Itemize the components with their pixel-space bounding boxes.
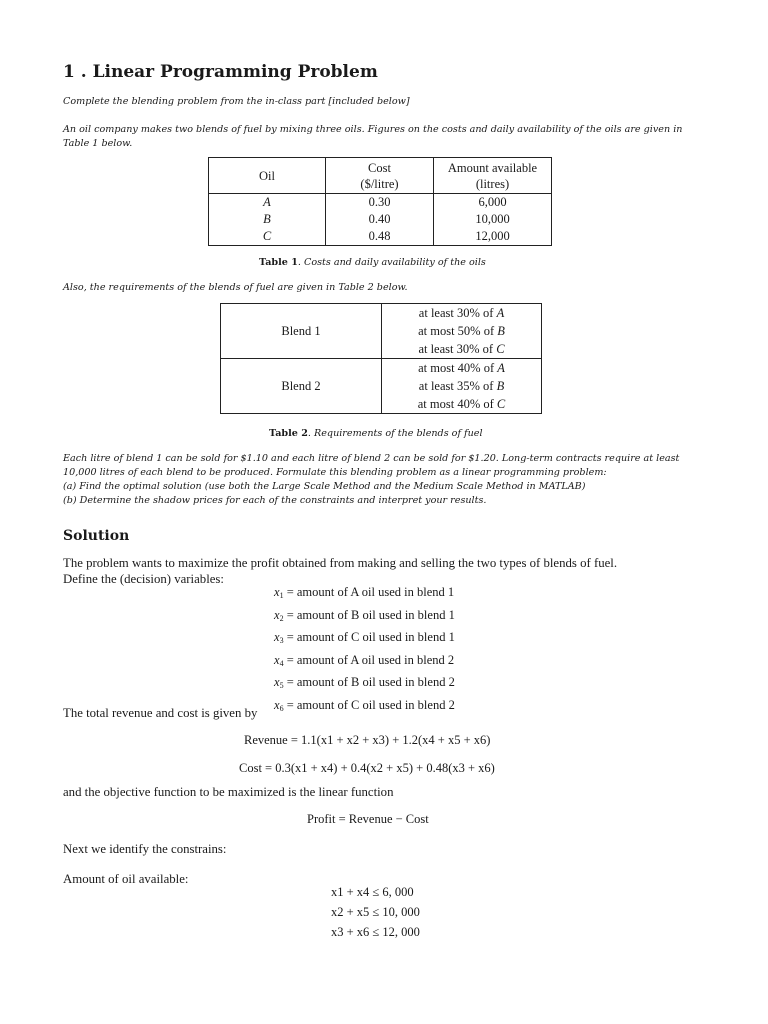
variable-definitions xyxy=(274,583,455,718)
definition-x4: $x_4$ = amount of A oil used in blend 2 xyxy=(274,652,455,668)
page-title: 1 . Linear Programming Problem xyxy=(63,62,378,82)
problem-statement: Each litre of blend 1 can be sold for $1.10 and each litre of blend 2 can be sold for $1.20. Long-term contracts require at least 10,000 litres of each blend to be produced. Formulate this blending problem as a linear programming problem: (a) Find the optimal solution (use both the Large Scale Method and the Medium Scale Method in MATLAB) (b) Determine the shadow prices for each of the constraints and interpret your results. xyxy=(63,453,680,506)
cost-equation: Cost = 0.3(x1 + x4) + 0.4(x2 + x5) + 0.48(x3 + x6) xyxy=(239,761,495,775)
table1-amounts: 6,000 10,000 12,000 xyxy=(434,194,552,246)
solution-line-1: The problem wants to maximize the profit obtained from making and selling the two types of blends of fuel. xyxy=(63,556,618,570)
blend1-requirements: at least 30% of A at most 50% of B at least 30% of C xyxy=(382,304,542,359)
constraints-intro: Next we identify the constrains: xyxy=(63,842,227,856)
revenue-cost-intro: The total revenue and cost is given by xyxy=(63,706,258,720)
solution-heading: Solution xyxy=(63,528,130,544)
profit-equation: Profit = Revenue − Cost xyxy=(307,812,429,826)
table-costs-availability xyxy=(208,157,552,246)
table2-caption: Table 2. Requirements of the blends of fuel xyxy=(269,428,483,439)
table1-costs: 0.30 0.40 0.48 xyxy=(326,194,434,246)
table1-oils: A B C xyxy=(209,194,326,246)
objective-intro: and the objective function to be maximized is the linear function xyxy=(63,785,394,799)
oil-constraints xyxy=(331,882,420,942)
definition-x3: $x_3$ = amount of C oil used in blend 1 xyxy=(274,630,455,645)
problem-description: An oil company makes two blends of fuel by mixing three oils. Figures on the costs and daily availability of the oils are given in Table 1 below. xyxy=(63,124,683,149)
blend2-label: Blend 2 xyxy=(221,359,382,414)
definition-x6: $x_6$ = amount of C oil used in blend 2 xyxy=(274,697,455,713)
definition-x1: $x_1$ = amount of A oil used in blend 1 xyxy=(274,585,455,600)
table-blend-requirements xyxy=(220,303,542,414)
table1-header-cost: Cost ($/litre) xyxy=(326,158,434,194)
oil-available-label: Amount of oil available: xyxy=(63,872,189,886)
table1-header-oil: Oil xyxy=(209,158,326,194)
also-text: Also, the requirements of the blends of fuel are given in Table 2 below. xyxy=(63,282,408,293)
constraint-c: x3 + x6 ≤ 12, 000 xyxy=(331,925,420,939)
blend1-label: Blend 1 xyxy=(221,304,382,359)
definition-x2: $x_2$ = amount of B oil used in blend 1 xyxy=(274,607,455,623)
blend2-requirements: at most 40% of A at least 35% of B at most 40% of C xyxy=(382,359,542,414)
table1-caption: Table 1. Costs and daily availability of the oils xyxy=(259,257,486,268)
solution-line-2: Define the (decision) variables: xyxy=(63,572,224,586)
constraint-a: x1 + x4 ≤ 6, 000 xyxy=(331,885,414,899)
table1-header-amount: Amount available (litres) xyxy=(434,158,552,194)
revenue-equation: Revenue = 1.1(x1 + x2 + x3) + 1.2(x4 + x5 + x6) xyxy=(244,733,491,747)
intro-text: Complete the blending problem from the in-class part [included below] xyxy=(63,96,410,107)
constraint-b: x2 + x5 ≤ 10, 000 xyxy=(331,905,420,919)
definition-x5: $x_5$ = amount of B oil used in blend 2 xyxy=(274,675,455,690)
